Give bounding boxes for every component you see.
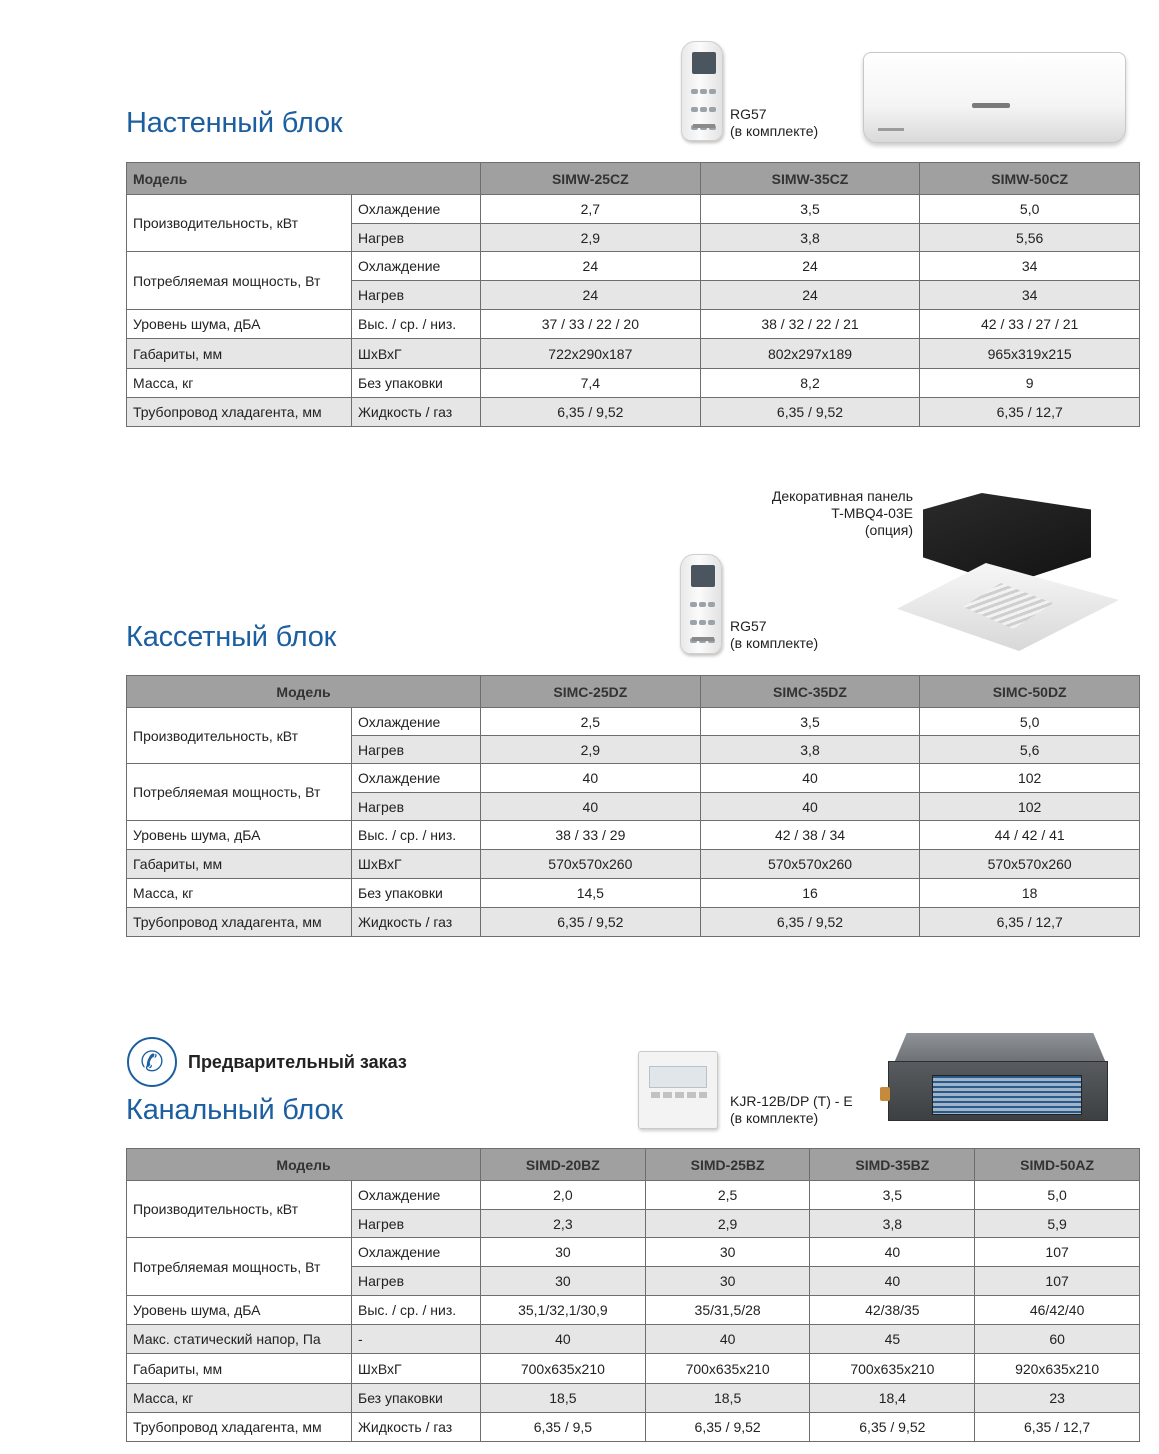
table-row [127,879,1140,908]
value-cell: 3,5 [810,1181,975,1210]
value-cell: 40 [481,1325,646,1354]
value-cell: 920x635x210 [975,1354,1140,1384]
value-cell: 3,5 [700,708,920,736]
table-header-row [127,1149,1140,1181]
cassette-section-title: Кассетный блок [126,621,337,653]
subparam-cell: Охлаждение [352,195,481,224]
value-cell: 42 / 33 / 27 / 21 [920,310,1140,339]
param-cell: Производительность, кВт [127,708,352,764]
value-cell: 46/42/40 [975,1296,1140,1325]
value-cell: 42 / 38 / 34 [700,821,920,850]
value-cell: 38 / 32 / 22 / 21 [700,310,920,339]
subparam-cell: Жидкость / газ [352,908,481,937]
subparam-cell: Нагрев [352,1210,481,1238]
value-cell: 6,35 / 12,7 [920,398,1140,427]
table-row [127,850,1140,879]
model-column-header: SIMD-20BZ [481,1149,646,1181]
value-cell: 6,35 / 9,52 [700,908,920,937]
param-cell: Потребляемая мощность, Вт [127,1238,352,1296]
value-cell: 30 [645,1238,810,1267]
wired-controller-image [638,1051,718,1129]
value-cell: 2,5 [645,1181,810,1210]
value-cell: 2,9 [481,224,701,252]
subparam-cell: Нагрев [352,793,481,821]
value-cell: 6,35 / 9,5 [481,1413,646,1442]
value-cell: 5,0 [975,1181,1140,1210]
table-row [127,1296,1140,1325]
value-cell: 965x319x215 [920,339,1140,369]
table-row [127,1181,1140,1210]
value-cell: 570x570x260 [481,850,701,879]
table-row [127,369,1140,398]
param-cell: Трубопровод хладагента, мм [127,1413,352,1442]
param-cell: Потребляемая мощность, Вт [127,252,352,310]
wall-remote-caption [730,106,818,140]
remote-screen [691,565,715,587]
table-row [127,908,1140,937]
value-cell: 30 [481,1238,646,1267]
param-cell: Масса, кг [127,1384,352,1413]
model-header: Модель [127,676,481,708]
value-cell: 2,9 [481,736,701,764]
param-cell: Габариты, мм [127,1354,352,1384]
value-cell: 35,1/32,1/30,9 [481,1296,646,1325]
param-cell: Макс. статический напор, Па [127,1325,352,1354]
panel-caption-line-3: (опция) [864,522,913,538]
value-cell: 802x297x189 [700,339,920,369]
subparam-cell: ШхВхГ [352,339,481,369]
value-cell: 5,56 [920,224,1140,252]
subparam-cell: Выс. / ср. / низ. [352,821,481,850]
cassette-remote-caption [730,618,818,652]
wall-remote-model: RG57 [730,106,767,122]
table-row [127,1354,1140,1384]
value-cell: 60 [975,1325,1140,1354]
value-cell: 2,9 [645,1210,810,1238]
value-cell: 2,3 [481,1210,646,1238]
remote-screen [692,52,716,74]
value-cell: 5,0 [920,708,1140,736]
subparam-cell: Охлаждение [352,1238,481,1267]
value-cell: 6,35 / 9,52 [645,1413,810,1442]
param-cell: Производительность, кВт [127,1181,352,1238]
table-row [127,1413,1140,1442]
cassette-remote-model: RG57 [730,618,767,634]
value-cell: 8,2 [700,369,920,398]
value-cell: 42/38/35 [810,1296,975,1325]
value-cell: 40 [481,764,701,793]
subparam-cell: Без упаковки [352,1384,481,1413]
param-cell: Производительность, кВт [127,195,352,252]
table-header-row [127,676,1140,708]
value-cell: 6,35 / 9,52 [810,1413,975,1442]
remote-brand [692,637,714,641]
value-cell: 107 [975,1238,1140,1267]
duct-spec-table [126,1148,1140,1442]
table-row [127,398,1140,427]
value-cell: 3,8 [810,1210,975,1238]
duct-remote-model: KJR-12B/DP (T) - E [730,1093,853,1109]
preorder-label: Предварительный заказ [188,1052,407,1072]
value-cell: 6,35 / 9,52 [481,398,701,427]
panel-caption-line-2: T-MBQ4-03E [831,505,913,521]
subparam-cell: ШхВхГ [352,850,481,879]
subparam-cell: Охлаждение [352,764,481,793]
value-cell: 700x635x210 [645,1354,810,1384]
value-cell: 7,4 [481,369,701,398]
table-row [127,1325,1140,1354]
subparam-cell: Жидкость / газ [352,398,481,427]
unit-logo [972,103,1010,108]
duct-coil [932,1075,1082,1115]
subparam-cell: Жидкость / газ [352,1413,481,1442]
value-cell: 24 [700,281,920,310]
phone-icon: ✆ [127,1037,177,1087]
value-cell: 37 / 33 / 22 / 20 [481,310,701,339]
value-cell: 5,0 [920,195,1140,224]
subparam-cell: Охлаждение [352,252,481,281]
value-cell: 45 [810,1325,975,1354]
duct-remote-note: (в комплекте) [730,1110,819,1126]
param-cell: Трубопровод хладагента, мм [127,908,352,937]
param-cell: Трубопровод хладагента, мм [127,398,352,427]
duct-section-title: Канальный блок [126,1094,343,1126]
value-cell: 24 [700,252,920,281]
value-cell: 102 [920,764,1140,793]
param-cell: Масса, кг [127,369,352,398]
table-row [127,1384,1140,1413]
cassette-unit-image [897,493,1119,655]
model-column-header: SIMW-35CZ [700,163,920,195]
subparam-cell: Нагрев [352,736,481,764]
value-cell: 23 [975,1384,1140,1413]
value-cell: 34 [920,281,1140,310]
value-cell: 5,6 [920,736,1140,764]
value-cell: 34 [920,252,1140,281]
value-cell: 3,5 [700,195,920,224]
value-cell: 30 [481,1267,646,1296]
model-column-header: SIMC-50DZ [920,676,1140,708]
wall-remote-note: (в комплекте) [730,123,819,139]
value-cell: 3,8 [700,736,920,764]
subparam-cell: Без упаковки [352,369,481,398]
value-cell: 18 [920,879,1140,908]
panel-caption [700,488,913,539]
table-row [127,1238,1140,1267]
value-cell: 3,8 [700,224,920,252]
cassette-remote-note: (в комплекте) [730,635,819,651]
model-column-header: SIMD-35BZ [810,1149,975,1181]
subparam-cell: Выс. / ср. / низ. [352,310,481,339]
value-cell: 570x570x260 [700,850,920,879]
remote-control-image [680,554,722,654]
wall-section-title: Настенный блок [126,107,343,139]
value-cell: 18,5 [481,1384,646,1413]
value-cell: 14,5 [481,879,701,908]
value-cell: 5,9 [975,1210,1140,1238]
duct-remote-caption [730,1093,853,1127]
value-cell: 40 [810,1238,975,1267]
panel-caption-line-1: Декоративная панель [771,488,913,504]
param-cell: Масса, кг [127,879,352,908]
param-cell: Уровень шума, дБА [127,1296,352,1325]
value-cell: 40 [481,793,701,821]
value-cell: 40 [645,1325,810,1354]
value-cell: 16 [700,879,920,908]
value-cell: 40 [810,1267,975,1296]
duct-unit-image [880,1033,1118,1125]
value-cell: 18,4 [810,1384,975,1413]
subparam-cell: Нагрев [352,224,481,252]
value-cell: 6,35 / 12,7 [920,908,1140,937]
value-cell: 2,7 [481,195,701,224]
value-cell: 35/31,5/28 [645,1296,810,1325]
table-row [127,195,1140,224]
table-row [127,708,1140,736]
value-cell: 9 [920,369,1140,398]
value-cell: 700x635x210 [810,1354,975,1384]
param-cell: Потребляемая мощность, Вт [127,764,352,821]
model-column-header: SIMC-25DZ [481,676,701,708]
value-cell: 44 / 42 / 41 [920,821,1140,850]
model-column-header: SIMD-50AZ [975,1149,1140,1181]
duct-top [894,1033,1106,1063]
table-row [127,764,1140,793]
table-row [127,252,1140,281]
wall-unit-image [863,52,1126,143]
model-column-header: SIMC-35DZ [700,676,920,708]
value-cell: 18,5 [645,1384,810,1413]
table-row [127,821,1140,850]
value-cell: 700x635x210 [481,1354,646,1384]
param-cell: Габариты, мм [127,339,352,369]
value-cell: 24 [481,281,701,310]
model-column-header: SIMD-25BZ [645,1149,810,1181]
value-cell: 6,35 / 9,52 [700,398,920,427]
value-cell: 30 [645,1267,810,1296]
value-cell: 40 [700,793,920,821]
subparam-cell: Выс. / ср. / низ. [352,1296,481,1325]
table-header-row [127,163,1140,195]
controller-display [649,1066,707,1088]
model-column-header: SIMW-25CZ [481,163,701,195]
model-header: Модель [127,1149,481,1181]
value-cell: 102 [920,793,1140,821]
table-row [127,310,1140,339]
model-header: Модель [127,163,481,195]
remote-brand [693,124,715,128]
inverter-mark [878,128,904,131]
duct-pipe [880,1087,890,1101]
value-cell: 570x570x260 [920,850,1140,879]
wall-spec-table [126,162,1140,427]
subparam-cell: Нагрев [352,1267,481,1296]
subparam-cell: ШхВхГ [352,1354,481,1384]
param-cell: Габариты, мм [127,850,352,879]
cassette-spec-table [126,675,1140,937]
remote-control-image [681,41,723,141]
subparam-cell: Нагрев [352,281,481,310]
param-cell: Уровень шума, дБА [127,821,352,850]
param-cell: Уровень шума, дБА [127,310,352,339]
table-row [127,339,1140,369]
value-cell: 6,35 / 9,52 [481,908,701,937]
value-cell: 2,0 [481,1181,646,1210]
value-cell: 6,35 / 12,7 [975,1413,1140,1442]
value-cell: 24 [481,252,701,281]
value-cell: 40 [700,764,920,793]
subparam-cell: - [352,1325,481,1354]
subparam-cell: Охлаждение [352,1181,481,1210]
value-cell: 38 / 33 / 29 [481,821,701,850]
controller-keys [651,1092,707,1098]
subparam-cell: Без упаковки [352,879,481,908]
value-cell: 2,5 [481,708,701,736]
value-cell: 722x290x187 [481,339,701,369]
model-column-header: SIMW-50CZ [920,163,1140,195]
subparam-cell: Охлаждение [352,708,481,736]
value-cell: 107 [975,1267,1140,1296]
